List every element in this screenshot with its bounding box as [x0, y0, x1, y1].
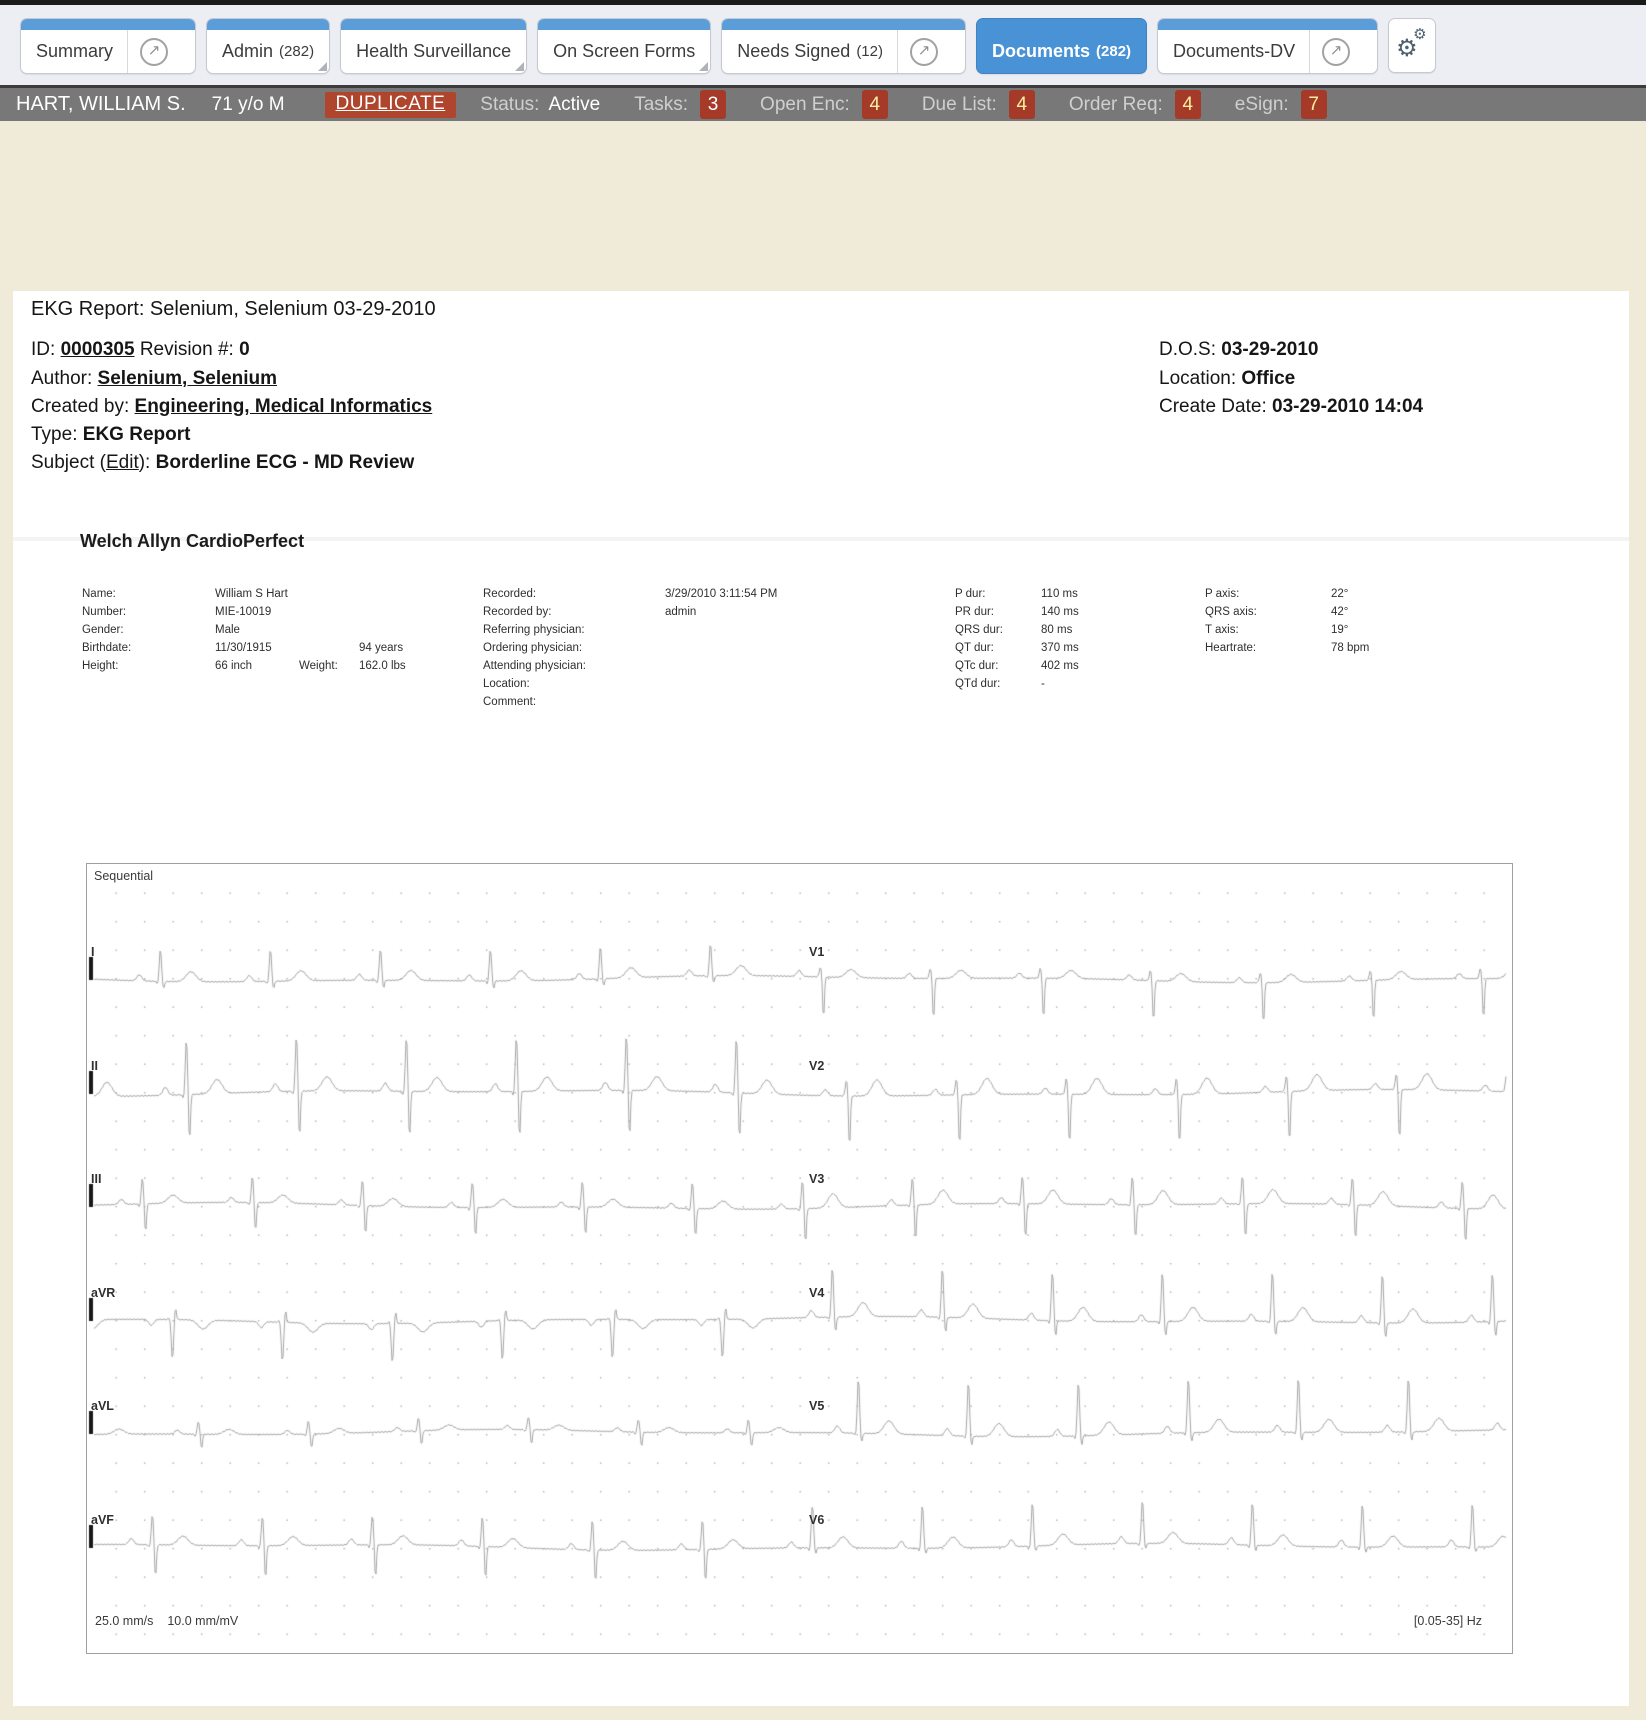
status-label: Status: — [480, 93, 540, 115]
tab-label: Documents-DV — [1173, 41, 1296, 61]
tab-label: Summary — [36, 41, 114, 61]
open-new-window-button[interactable] — [898, 38, 950, 66]
esign-label: eSign: — [1234, 93, 1289, 115]
lead-label: aVF — [91, 1513, 114, 1527]
tab-health-surveillance[interactable] — [340, 18, 527, 74]
ekg-field-label: T axis: — [1205, 624, 1239, 636]
ekg-field-row — [1205, 621, 1369, 639]
settings-button[interactable] — [1388, 18, 1436, 73]
document-title: EKG Report: Selenium, Selenium 03-29-2010 — [31, 298, 436, 320]
ekg-field-label: Location: — [483, 678, 530, 690]
external-link-circle-icon: ↗ — [140, 38, 168, 66]
tab-label: Health Surveillance — [356, 41, 512, 61]
document-author-line — [31, 368, 277, 390]
ekg-field-value — [359, 585, 406, 603]
ekg-field-label — [299, 585, 359, 603]
corner-fold-icon — [318, 62, 327, 71]
ekg-field-row — [955, 603, 1079, 621]
ekg-field-value: MIE-10019 — [215, 606, 272, 618]
ekg-field-row — [483, 603, 777, 621]
tab-bar — [0, 0, 1646, 85]
patient-header-bar — [0, 85, 1646, 121]
location-line — [1159, 368, 1295, 390]
type-label: Type: — [31, 424, 78, 445]
external-link-circle-icon: ↗ — [1322, 38, 1350, 66]
ecg-gain-label: 10.0 mm/mV — [167, 1614, 239, 1628]
tab-count: (12) — [856, 43, 883, 60]
tab-documents[interactable] — [976, 18, 1147, 74]
dos-line — [1159, 339, 1319, 361]
gears-icon: ⚙ — [1413, 26, 1427, 43]
ekg-field-value: - — [1041, 678, 1045, 690]
ekg-field-label: PR dur: — [955, 606, 994, 618]
ekg-field-row — [82, 603, 406, 621]
ecg-filter-label: [0.05-35] Hz — [1413, 1614, 1482, 1628]
ekg-field-value: William S Hart — [215, 588, 288, 600]
tab-label: Documents — [992, 41, 1091, 61]
tab-on-screen-forms[interactable] — [537, 18, 711, 74]
tab-stripe — [341, 19, 526, 30]
ekg-field-label: QTd dur: — [955, 678, 1001, 690]
ekg-field-row — [483, 639, 777, 657]
revision-value: 0 — [239, 339, 250, 360]
subject-label: Subject ( — [31, 452, 106, 473]
id-label: ID: — [31, 339, 56, 360]
tab-stripe — [538, 19, 710, 30]
author-label: Author: — [31, 368, 93, 389]
ekg-field-label: QTc dur: — [955, 660, 999, 672]
tab-summary[interactable] — [20, 18, 196, 74]
ekg-recording-info-table — [483, 585, 777, 711]
ekg-field-value: 94 years — [359, 642, 404, 654]
tab-count: (282) — [279, 43, 315, 60]
ekg-field-row — [82, 621, 406, 639]
ekg-field-row — [483, 693, 777, 711]
created-by-label: Created by: — [31, 396, 130, 417]
document-subject-line — [31, 452, 414, 474]
ekg-axes-table — [1205, 585, 1369, 657]
ekg-field-value: 22° — [1331, 588, 1349, 600]
author-link[interactable]: Selenium, Selenium — [97, 368, 278, 389]
open-new-window-button[interactable] — [128, 38, 180, 66]
ekg-field-value: Male — [215, 624, 240, 636]
ekg-field-value: 3/29/2010 3:11:54 PM — [665, 588, 778, 600]
location-label: Location: — [1159, 368, 1237, 389]
tasks-count-badge[interactable]: 3 — [700, 90, 726, 119]
tab-stripe — [977, 19, 1146, 30]
ekg-field-label: QT dur: — [955, 642, 994, 654]
create-date-label: Create Date: — [1159, 396, 1267, 417]
tab-admin[interactable] — [206, 18, 330, 74]
patient-age-sex: 71 y/o M — [211, 93, 285, 115]
ekg-field-label: Weight: — [299, 660, 338, 672]
lead-label: aVL — [91, 1399, 114, 1413]
ekg-field-row — [1205, 585, 1369, 603]
ekg-field-value: admin — [665, 606, 697, 618]
tasks-label: Tasks: — [634, 93, 689, 115]
ecg-waveform-canvas — [87, 864, 1512, 1653]
ekg-field-label: P dur: — [955, 588, 986, 600]
ecg-speed-label: 25.0 mm/s — [95, 1614, 154, 1628]
ekg-field-label: Referring physician: — [483, 624, 585, 636]
ekg-field-row — [82, 639, 406, 657]
tab-count: (282) — [1096, 43, 1132, 60]
ekg-field-label: Birthdate: — [82, 642, 132, 654]
ekg-field-label: QRS axis: — [1205, 606, 1257, 618]
ekg-field-label: P axis: — [1205, 588, 1240, 600]
ecg-scale-label — [95, 1614, 252, 1628]
duplicate-flag-button[interactable]: DUPLICATE — [325, 92, 457, 118]
document-created-by-line — [31, 396, 432, 418]
ekg-field-row — [955, 675, 1079, 693]
gears-icon: ⚙ — [1396, 35, 1418, 62]
revision-label: Revision #: — [139, 339, 234, 360]
due-list-label: Due List: — [921, 93, 997, 115]
ekg-field-value: 162.0 lbs — [359, 660, 406, 672]
ekg-field-value: 110 ms — [1041, 588, 1078, 600]
ekg-field-label: Attending physician: — [483, 660, 586, 672]
lead-label: V2 — [809, 1059, 825, 1073]
external-link-circle-icon: ↗ — [910, 38, 938, 66]
lead-label: V3 — [809, 1172, 825, 1186]
status-value: Active — [548, 93, 601, 115]
document-id-link[interactable]: 0000305 — [60, 339, 135, 360]
ekg-field-label — [299, 603, 359, 621]
document-type-line — [31, 424, 190, 446]
ekg-field-row — [483, 585, 777, 603]
open-new-window-button[interactable] — [1310, 38, 1362, 66]
ekg-field-label: Gender: — [82, 624, 124, 636]
dos-value: 03-29-2010 — [1221, 339, 1319, 360]
lead-label: V5 — [809, 1399, 825, 1413]
ekg-field-label — [299, 621, 359, 639]
lead-label: V1 — [809, 945, 825, 959]
ekg-field-row — [483, 675, 777, 693]
ekg-field-label: Height: — [82, 660, 119, 672]
lead-label: II — [91, 1059, 98, 1073]
ekg-field-row — [483, 657, 777, 675]
ekg-field-label — [299, 639, 359, 657]
ekg-field-row — [955, 657, 1079, 675]
create-date-line — [1159, 396, 1423, 418]
ekg-field-label: Recorded by: — [483, 606, 552, 618]
tab-stripe — [1158, 19, 1377, 30]
ekg-field-label: Recorded: — [483, 588, 537, 600]
lead-label: aVR — [91, 1286, 116, 1300]
ekg-field-value: 402 ms — [1041, 660, 1079, 672]
ekg-field-row — [1205, 639, 1369, 657]
ekg-field-value: 11/30/1915 — [215, 642, 272, 654]
esign-count-badge[interactable]: 7 — [1301, 90, 1327, 119]
subject-label-close: ): — [138, 452, 151, 473]
ekg-field-value: 66 inch — [215, 660, 253, 672]
ekg-field-label: QRS dur: — [955, 624, 1003, 636]
corner-fold-icon — [515, 62, 524, 71]
ekg-field-value — [665, 621, 777, 639]
tab-label: On Screen Forms — [553, 41, 696, 61]
ekg-field-value: 42° — [1331, 606, 1349, 618]
ecg-mode-label: Sequential — [94, 869, 154, 883]
open-enc-label: Open Enc: — [760, 93, 850, 115]
tab-needs-signed[interactable] — [721, 18, 966, 74]
tab-documents-dv[interactable] — [1157, 18, 1378, 74]
ekg-field-row — [82, 657, 406, 675]
document-id-line — [31, 339, 250, 361]
document-card — [13, 291, 1629, 1706]
ekg-field-label: Number: — [82, 606, 127, 618]
ekg-field-value: 80 ms — [1041, 624, 1073, 636]
ekg-field-value — [359, 603, 406, 621]
ekg-field-row — [1205, 603, 1369, 621]
ekg-field-value — [665, 639, 777, 657]
ekg-field-value — [359, 621, 406, 639]
tab-label: Admin — [222, 41, 274, 61]
ekg-patient-info-table — [82, 585, 406, 675]
due-list-count-badge[interactable]: 4 — [1009, 90, 1035, 119]
lead-label: I — [91, 945, 95, 959]
ekg-field-label: Heartrate: — [1205, 642, 1257, 654]
ekg-field-value: 140 ms — [1041, 606, 1079, 618]
ekg-field-value — [665, 657, 777, 675]
ekg-field-label: Comment: — [483, 696, 537, 708]
create-date-value: 03-29-2010 14:04 — [1272, 396, 1424, 417]
ekg-field-row — [955, 639, 1079, 657]
ecg-strip-chart — [86, 863, 1513, 1654]
ekg-field-value: 19° — [1331, 624, 1349, 636]
ekg-field-row — [483, 621, 777, 639]
lead-label: III — [91, 1172, 102, 1186]
corner-fold-icon — [699, 62, 708, 71]
lead-label: V6 — [809, 1513, 825, 1527]
ekg-device-heading: Welch Allyn CardioPerfect — [80, 531, 305, 551]
ekg-field-value: 370 ms — [1041, 642, 1079, 654]
subject-edit-link[interactable]: Edit — [105, 452, 139, 473]
dos-label: D.O.S: — [1159, 339, 1217, 360]
lead-label: V4 — [809, 1286, 825, 1300]
ekg-intervals-table — [955, 585, 1079, 693]
ekg-field-value — [665, 693, 777, 711]
tab-stripe — [722, 19, 965, 30]
ekg-field-row — [955, 585, 1079, 603]
created-by-link[interactable]: Engineering, Medical Informatics — [134, 396, 433, 417]
type-value: EKG Report — [82, 424, 191, 445]
tab-stripe — [207, 19, 329, 30]
open-enc-count-badge[interactable]: 4 — [862, 90, 888, 119]
ekg-field-row — [82, 585, 406, 603]
ekg-field-label: Name: — [82, 588, 116, 600]
order-req-label: Order Req: — [1068, 93, 1163, 115]
subject-value: Borderline ECG - MD Review — [155, 452, 415, 473]
ekg-field-value — [665, 675, 777, 693]
patient-name: HART, WILLIAM S. — [16, 93, 186, 115]
location-value: Office — [1241, 368, 1296, 389]
tab-stripe — [21, 19, 195, 30]
order-req-count-badge[interactable]: 4 — [1175, 90, 1201, 119]
ekg-field-row — [955, 621, 1079, 639]
tab-label: Needs Signed — [737, 41, 851, 61]
ekg-field-value: 78 bpm — [1331, 642, 1370, 654]
ekg-field-label: Ordering physician: — [483, 642, 583, 654]
